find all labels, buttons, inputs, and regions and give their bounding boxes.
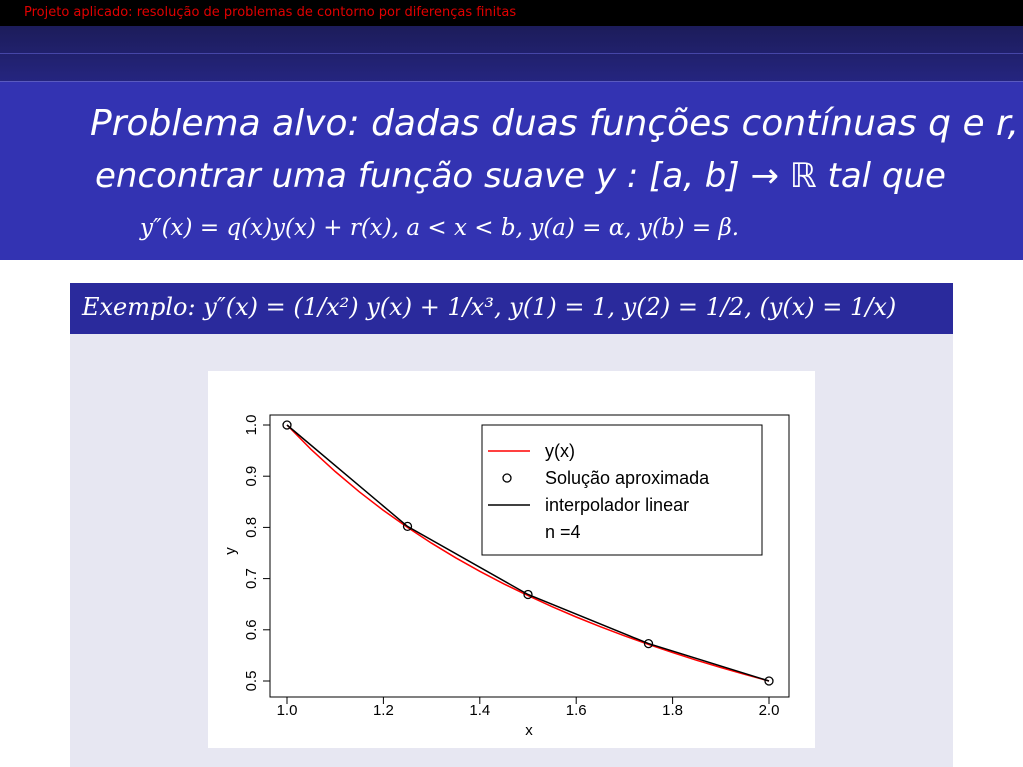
x-tick-label: 1.2: [372, 702, 394, 719]
y-tick-label: 0.6: [243, 619, 260, 641]
x-tick-label: 2.0: [758, 702, 780, 719]
problem-statement-line-1: Problema alvo: dadas duas funções contínuas q e r,: [90, 103, 1019, 144]
x-tick-label: 1.4: [469, 702, 491, 719]
y-tick-label: 1.0: [243, 414, 260, 436]
chart-panel: [208, 371, 815, 748]
y-tick-label: 0.9: [243, 465, 260, 487]
legend: [482, 425, 762, 555]
header-bar: [0, 0, 1023, 26]
x-axis: [277, 697, 780, 719]
x-axis-label: x: [525, 722, 533, 739]
y-tick-label: 0.7: [243, 568, 260, 590]
y-axis-label: y: [222, 547, 239, 555]
x-tick-label: 1.8: [662, 702, 684, 719]
section-title[interactable]: Projeto aplicado: resolução de problemas de contorno por diferenças finitas: [24, 5, 517, 20]
problem-equation: y″(x) = q(x)y(x) + r(x), a < x < b, y(a) = α, y(b) = β.: [140, 215, 740, 241]
y-tick-label: 0.8: [243, 516, 260, 538]
y-axis: [243, 415, 270, 692]
example-header: [70, 283, 953, 334]
legend-label-n: n =4: [545, 522, 581, 542]
divider: [0, 53, 1023, 54]
example-header-text: Exemplo: y″(x) = (1/x²) y(x) + 1/x³, y(1) = 1, y(2) = 1/2, (y(x) = 1/x): [82, 293, 897, 321]
legend-label-points: Solução aproximada: [545, 468, 710, 488]
legend-label-exact: y(x): [545, 441, 575, 461]
y-tick-label: 0.5: [243, 670, 260, 692]
navigation-band: [0, 26, 1023, 82]
problem-statement-line-2: encontrar uma função suave y : [a, b] → ℝ tal que: [95, 156, 946, 196]
x-tick-label: 1.0: [276, 702, 298, 719]
legend-box: [482, 425, 762, 555]
legend-label-interp: interpolador linear: [545, 495, 690, 515]
x-tick-label: 1.6: [565, 702, 587, 719]
chart: [208, 371, 815, 748]
